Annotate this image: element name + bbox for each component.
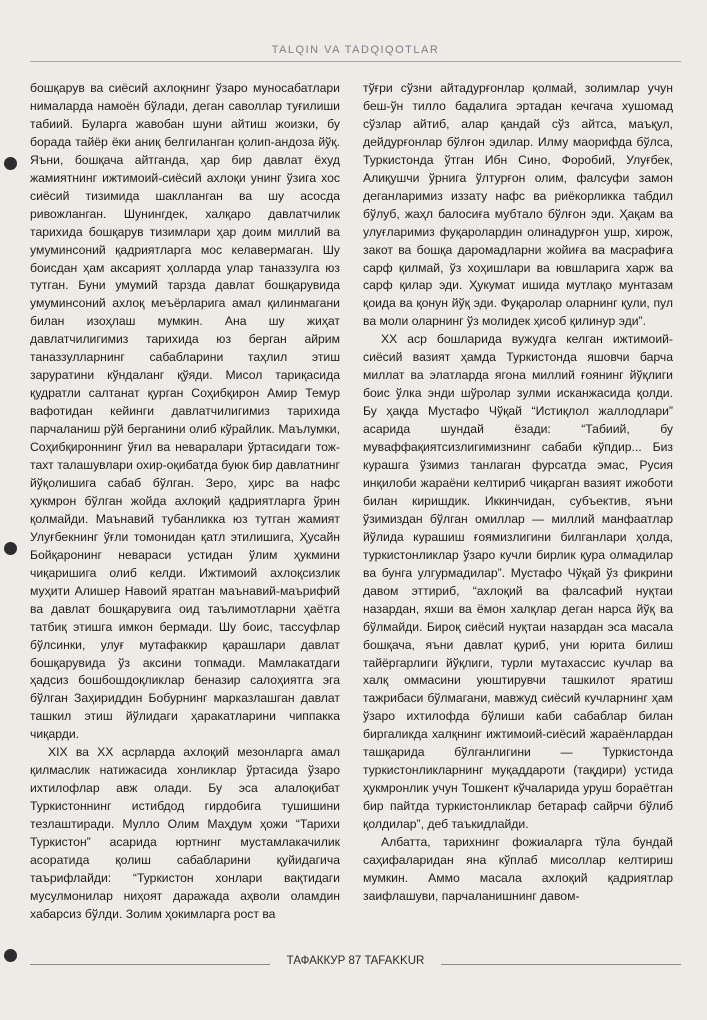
paragraph: XIX ва XX асрларда ахлоқий мезонларга амал қилмаслик натижасида хонликлар ўртасида ўзаро ихтилофлар авж олади. Бу эса алалоқибат Туркистоннинг истибдод гирдобига тушишини тезлаштиради. Мулло Олим Маҳдум ҳожи “Тарихи Туркистон” асарида юртнинг мустамлакачилик асоратида қолиш сабабларини қуйидагича таърифлайди: “Туркистон хонлари вақтидаги мусулмонилар ниҳоят даражада аҳволи оламдин хабарсиз бўлди. Золим ҳокимларга рост ва xyxy=(30,745,340,921)
binder-hole-mark xyxy=(4,949,17,962)
header-rule xyxy=(30,61,681,62)
binder-hole-mark xyxy=(4,157,17,170)
paragraph: Албатта, тарихнинг фожиаларга тўла бундай саҳифаларидан яна кўплаб мисоллар келтириш мумкин. Аммо масала ахлоқий қадриятлар заифлашуви, парчаланишнинг давом- xyxy=(363,835,673,903)
right-column xyxy=(363,80,673,945)
footer-page-label: ТАФАККУР 87 TAFAKKUR xyxy=(286,955,425,967)
page-header xyxy=(30,30,681,64)
left-column xyxy=(30,80,340,945)
paragraph: XX аср бошларида вужудга келган ижтимоий-сиёсий вазият ҳамда Туркистонда яшовчи барча миллат ва элатларда ягона миллий ғоянинг йўқлиги боис ўлка энди шўролар зулми исканжасида қолди. Бу ҳақда Мустафо Чўқай “Истиқлол жаллодлари” асарида шундай ёзади: “Табиий, бу мувaффақиятсизлигимизнинг сабаби кўпдир... Биз курашга ўзимиз танлаган фурсатда эмас, Русия инқилоби жараёни келтириб чиқарган вазият ижоботи билан киришдик. Иккинчидан, субъектив, яъни ўзимиздан бўлган омиллар — миллий манфаатлар йўлида курашиш ғоямизлигини билганлари ҳолда, туркистонликлар ўзаро кучли бирлик қура олмадилар ва бунга улгурмадилар”. Мустафо Чўқай ўз фикрини давом эттириб, “ахлоқий ва фалсафий нуқтаи назардан, яхши ва ёмон халқлар деган нарса йўқ ва бўлмайди. Бироқ сиёсий нуқтаи назардан эса масала бошқача, яъни давлат қуриб, уни юрита билиш тайёргарлиги йўқлиги, турли мутахассис кучлар ва халқ оммасини уюштирувчи ташкилот яратиш тажрибаси бўлмагани, мавжуд сиёсий кучларнинг ҳам ўзаро ихтилофда бўлиши каби сабаблар билан биргаликда халқнинг ижтимоий-сиёсий жараёнлардан ташқарида бўлганлигини — Туркистонда туркистонликларнинг муқаддароти (тақдири) устида ҳукмронлик учун Тошкент кўчаларида уруш бораётган бир пайтда туркистонликлар бетараф сайрчи бўлиб қолдилар”, деб таъкидлайди. xyxy=(363,332,673,832)
binder-hole-mark xyxy=(4,542,17,555)
paragraph: тўғри сўзни айтадурғонлар қолмай, золимлар учун беш-ўн тилло бадалига эртадан кечгача хушомад сўзлар айтиб, алар қандай сўз айтса, маъқул, дейдурғонлар бўлғон эдилар. Илму маорифда бўлса, Туркистонда ўтган Ибн Сино, Форобий, Улуғбек, Алиқушчи ўрнига ўлтурғон олим, фалсуфи замон деганларимиз иззату нафс ва риёкорликка табдил бўлуб, жаҳл балосиға мубтало бўлғон эди. Ҳақам ва улуғларимиз фуқаролардин олинадурғон ушр, хирож, закот ва бошқа даромадларни жойиға ва масрафиға сарф қилмай, ўз хоҳишлари ва ювшларига харж ва сарф қилар эди. Ҳукумат ишида мутлақо мунтазам қоида ва қонун йўқ эди. Фуқаролар оларнинг қули, пул ва моли оларнинг ўз молидек ҳисоб қилинур эди”. xyxy=(363,81,673,329)
page-footer xyxy=(30,955,681,975)
section-title: TALQIN VA TADQIQOTLAR xyxy=(271,44,440,56)
footer-rule-right xyxy=(441,964,681,965)
paragraph: бошқарув ва сиёсий ахлоқнинг ўзаро муносабатлари нималарда намоён бўлади, деган саволлар туғилиши табиий. Буларга жавобан шуни айтиш жоизки, бу борада тайёр ёки аниқ белгиланган қолип-андоза йўқ. Яъни, бошқача айтганда, ҳар бир давлат ёхуд жамиятнинг ижтимоий-сиёсий ахлоқи унинг ўзига хос сиёсий тизимида шаклланган ва шу асосда ривожланган. Шунингдек, халқаро давлатчилик тарихида бошқарув тизимлари ҳар доим миллий ва умуминсоний қадриятларга мос келавермаган. Шу боисдан ҳам аксарият ҳолларда улар таназзулга юз тутган. Буни умумий тарзда давлат бошқарувида умуминсоний ахлоқ меъёрларига амал қилинмагани билан изоҳлаш мумкин. Ана шу жиҳат давлатчилигимиз тарихида юз берган айрим таназзулларнинг сабабларини таҳлил этиш заруратини кўндаланг қўяди. Мисол тариқасида қудратли салтанат қурган Соҳибқирон Амир Темур вафотидан кейинги давлатчилигимиз тарихида парчаланиш рўй берганини олиб кўрайлик. Маълумки, Соҳибқироннинг ўғил ва неваралари ўртасидаги тож-тахт талашувлари охир-оқибатда буюк бир давлатнинг йўқолишига сабаб бўлган. Зеро, ҳирс ва нафс ҳукмрон бўлган жойда ахлоқий қадриятларга ўрин қолмайди. Маънавий тубанликка юз тутган жамият Улуғбекнинг ўғли томонидан қатл этилишига, Ҳусайн Бойқаронинг невараси устидан ўлим ҳукмини чиқаришига олиб келди. Ижтимоий ахлоқсизлик муҳити Алишер Навоий яратган маънавий-маърифий ва давлат бошқарувига оид таълимотларни ҳаётга татбиқ этишга имкон бермади. Шу боис, тассуфлар бўлсинки, улуғ мутафаккир қарашлари давлат бошқарувида ўз аксини топмади. Мамлакатдаги ҳадсиз бошбошдоқликлар беназир салоҳиятга эга бўлган Заҳириддин Бобурнинг марказлашган давлат ташкил этиш йўлидаги ҳаракатларини чиппакка чиқарди. xyxy=(30,81,340,742)
